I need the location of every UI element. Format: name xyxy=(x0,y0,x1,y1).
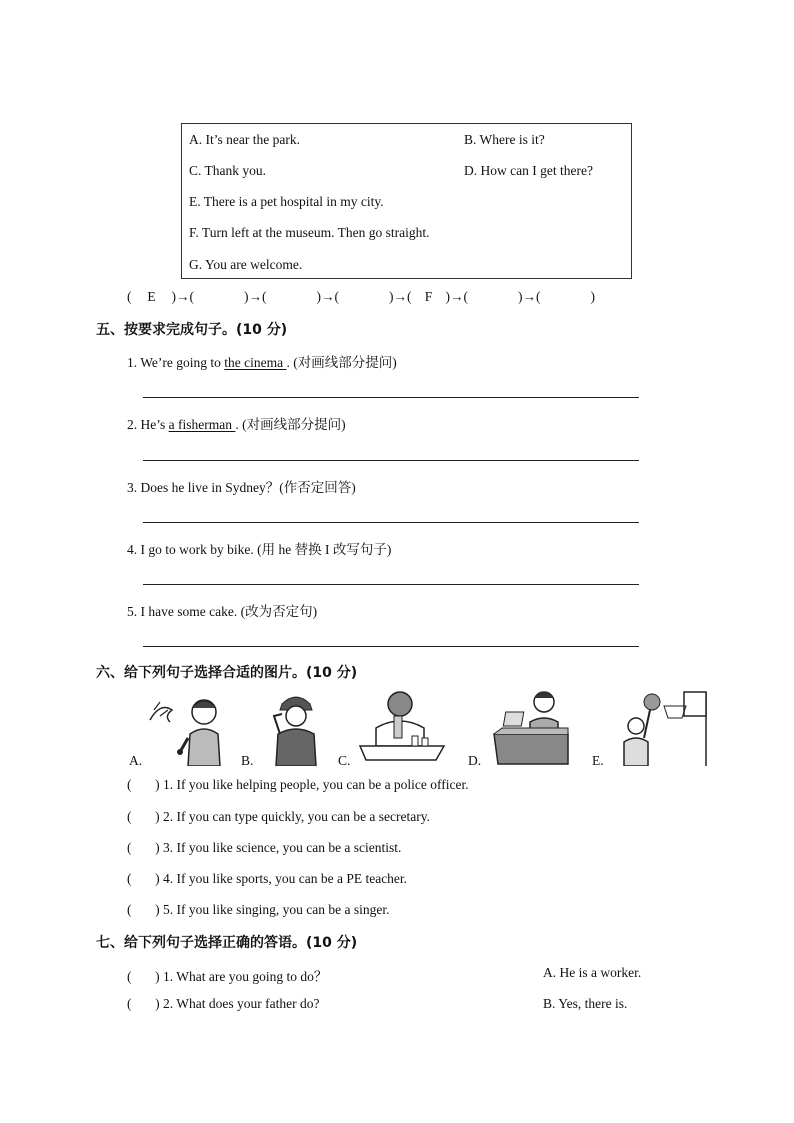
s7-question-1: ( ) 1. What are you going to do？ xyxy=(127,969,328,984)
basketball-picture xyxy=(614,688,712,766)
s5-q3: 3. Does he live in Sydney？(作否定回答) xyxy=(127,480,356,495)
pic-label-c: C. xyxy=(338,753,351,768)
police-officer-picture xyxy=(266,690,326,766)
s7-question-2: ( ) 2. What does your father do? xyxy=(127,996,320,1011)
option-e: E. There is a pet hospital in my city. xyxy=(189,194,384,209)
s6-item-4: ( ) 4. If you like sports, you can be a PE teacher. xyxy=(127,871,408,886)
answer-line-3[interactable] xyxy=(143,522,639,523)
order-blank-1[interactable]: E xyxy=(147,289,156,304)
s5-q5: 5. I have some cake. (改为否定句) xyxy=(127,604,318,619)
option-f: F. Turn left at the museum. Then go straight. xyxy=(189,225,430,240)
order-row: ( E )→( )→( )→( )→( F )→( )→( ) xyxy=(127,289,595,304)
order-blank-5[interactable]: F xyxy=(424,289,433,304)
section6-title: 六、给下列句子选择合适的图片。(10 分) xyxy=(96,665,358,681)
s5-q2: 2. He’s a fisherman . (对画线部分提问) xyxy=(127,417,346,432)
s5-q1: 1. We’re going to the cinema . (对画线部分提问) xyxy=(127,355,397,370)
s7-answer-b: B. Yes, there is. xyxy=(543,996,628,1011)
answer-line-5[interactable] xyxy=(143,646,639,647)
s6-item-2: ( ) 2. If you can type quickly, you can be a secretary. xyxy=(127,809,431,824)
pic-label-e: E. xyxy=(592,753,604,768)
section5-title: 五、按要求完成句子。(10 分) xyxy=(96,322,288,338)
s7-answer-a: A. He is a worker. xyxy=(543,965,642,980)
answer-line-4[interactable] xyxy=(143,584,639,585)
option-a: A. It’s near the park. xyxy=(189,132,300,147)
singer-picture xyxy=(146,690,226,766)
pic-label-a: A. xyxy=(129,753,143,768)
s6-item-1: ( ) 1. If you like helping people, you can be a police officer. xyxy=(127,777,469,792)
option-d: D. How can I get there? xyxy=(464,163,593,178)
scientist-picture xyxy=(354,688,450,766)
pic-label-b: B. xyxy=(241,753,254,768)
pic-label-d: D. xyxy=(468,753,482,768)
s6-item-3: ( ) 3. If you like science, you can be a scientist. xyxy=(127,840,402,855)
s5-q4: 4. I go to work by bike. (用 he 替换 I 改写句子) xyxy=(127,542,392,557)
option-b: B. Where is it? xyxy=(464,132,545,147)
answer-line-1[interactable] xyxy=(143,397,639,398)
option-g: G. You are welcome. xyxy=(189,257,303,272)
secretary-picture xyxy=(490,688,570,766)
option-c: C. Thank you. xyxy=(189,163,266,178)
answer-line-2[interactable] xyxy=(143,460,639,461)
s6-item-5: ( ) 5. If you like singing, you can be a singer. xyxy=(127,902,390,917)
section7-title: 七、给下列句子选择正确的答语。(10 分) xyxy=(96,935,358,951)
